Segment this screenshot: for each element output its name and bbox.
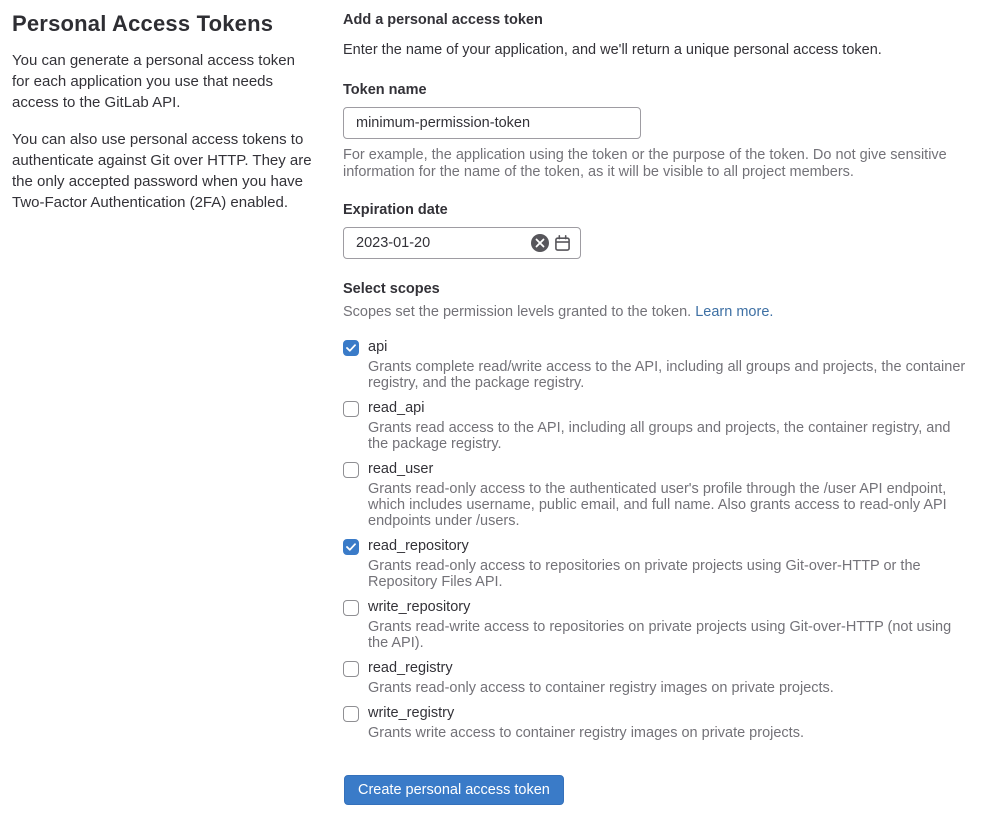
scope-row bbox=[343, 705, 974, 741]
scope-description: Grants read-only access to the authenticated user's profile through the /user API endpoint, which includes username, public email, and full name. Also grants access to read-only API endpoints under /users. bbox=[368, 481, 947, 529]
create-token-button[interactable]: Create personal access token bbox=[344, 775, 564, 805]
scope-description: Grants read-write access to repositories on private projects using Git-over-HTTP (not using the API). bbox=[368, 619, 952, 651]
token-form bbox=[343, 12, 974, 824]
scope-description: Grants write access to container registry images on private projects. bbox=[368, 725, 804, 741]
expiration-label: Expiration date bbox=[343, 202, 448, 218]
expiration-group bbox=[343, 202, 974, 259]
token-name-label: Token name bbox=[343, 82, 427, 98]
expiration-date-input[interactable] bbox=[344, 228, 526, 258]
scope-row bbox=[343, 599, 974, 651]
scope-description: Grants complete read/write access to the API, including all groups and projects, the container registry, and the package registry. bbox=[368, 359, 966, 391]
scopes-group bbox=[343, 281, 974, 741]
scope-row bbox=[343, 339, 974, 391]
token-name-group bbox=[343, 82, 974, 180]
scope-checkbox[interactable] bbox=[343, 600, 359, 616]
scope-checkbox[interactable] bbox=[343, 401, 359, 417]
scope-row bbox=[343, 461, 974, 529]
token-name-help: For example, the application using the token or the purpose of the token. Do not give sensitive information for the name of the token, as it will be visible to all project members. bbox=[343, 147, 947, 180]
intro-paragraph-2: You can also use personal access tokens to authenticate against Git over HTTP. They are the only accepted password when you have Two-Factor Authentication (2FA) enabled. bbox=[12, 131, 312, 212]
scope-checkbox[interactable] bbox=[343, 706, 359, 722]
clear-date-button[interactable] bbox=[531, 234, 549, 252]
section-description: Enter the name of your application, and we'll return a unique personal access token. bbox=[343, 42, 882, 58]
scope-checkbox[interactable] bbox=[343, 539, 359, 555]
scope-label[interactable]: write_repository bbox=[368, 599, 471, 615]
section-title: Add a personal access token bbox=[343, 12, 543, 28]
calendar-button[interactable] bbox=[554, 235, 571, 252]
scope-description: Grants read-only access to container registry images on private projects. bbox=[368, 680, 834, 696]
scope-label[interactable]: write_registry bbox=[368, 705, 455, 721]
calendar-icon bbox=[554, 235, 571, 252]
scope-row bbox=[343, 660, 974, 696]
learn-more-link[interactable]: Learn more. bbox=[695, 304, 774, 320]
scope-label[interactable]: read_registry bbox=[368, 660, 453, 676]
expiration-date-field[interactable] bbox=[343, 227, 581, 259]
scope-description: Grants read-only access to repositories on private projects using Git-over-HTTP or the Repository Files API. bbox=[368, 558, 921, 590]
token-name-input[interactable] bbox=[343, 107, 641, 139]
scope-label[interactable]: read_repository bbox=[368, 538, 469, 554]
sidebar-description bbox=[12, 12, 313, 824]
page-title: Personal Access Tokens bbox=[12, 11, 274, 36]
scope-label[interactable]: api bbox=[368, 339, 388, 355]
scope-label[interactable]: read_api bbox=[368, 400, 425, 416]
scope-row bbox=[343, 400, 974, 452]
scopes-description: Scopes set the permission levels granted to the token. Learn more. bbox=[343, 304, 774, 320]
scope-checkbox[interactable] bbox=[343, 661, 359, 677]
intro-paragraph-1: You can generate a personal access token for each application you use that needs access to the GitLab API. bbox=[12, 52, 295, 112]
clear-icon bbox=[531, 234, 549, 252]
scope-list bbox=[343, 339, 974, 741]
scope-description: Grants read access to the API, including all groups and projects, the container registry, and the package registry. bbox=[368, 420, 951, 452]
scope-label[interactable]: read_user bbox=[368, 461, 434, 477]
scope-checkbox[interactable] bbox=[343, 340, 359, 356]
select-scopes-label: Select scopes bbox=[343, 281, 440, 297]
scope-checkbox[interactable] bbox=[343, 462, 359, 478]
scope-row bbox=[343, 538, 974, 590]
